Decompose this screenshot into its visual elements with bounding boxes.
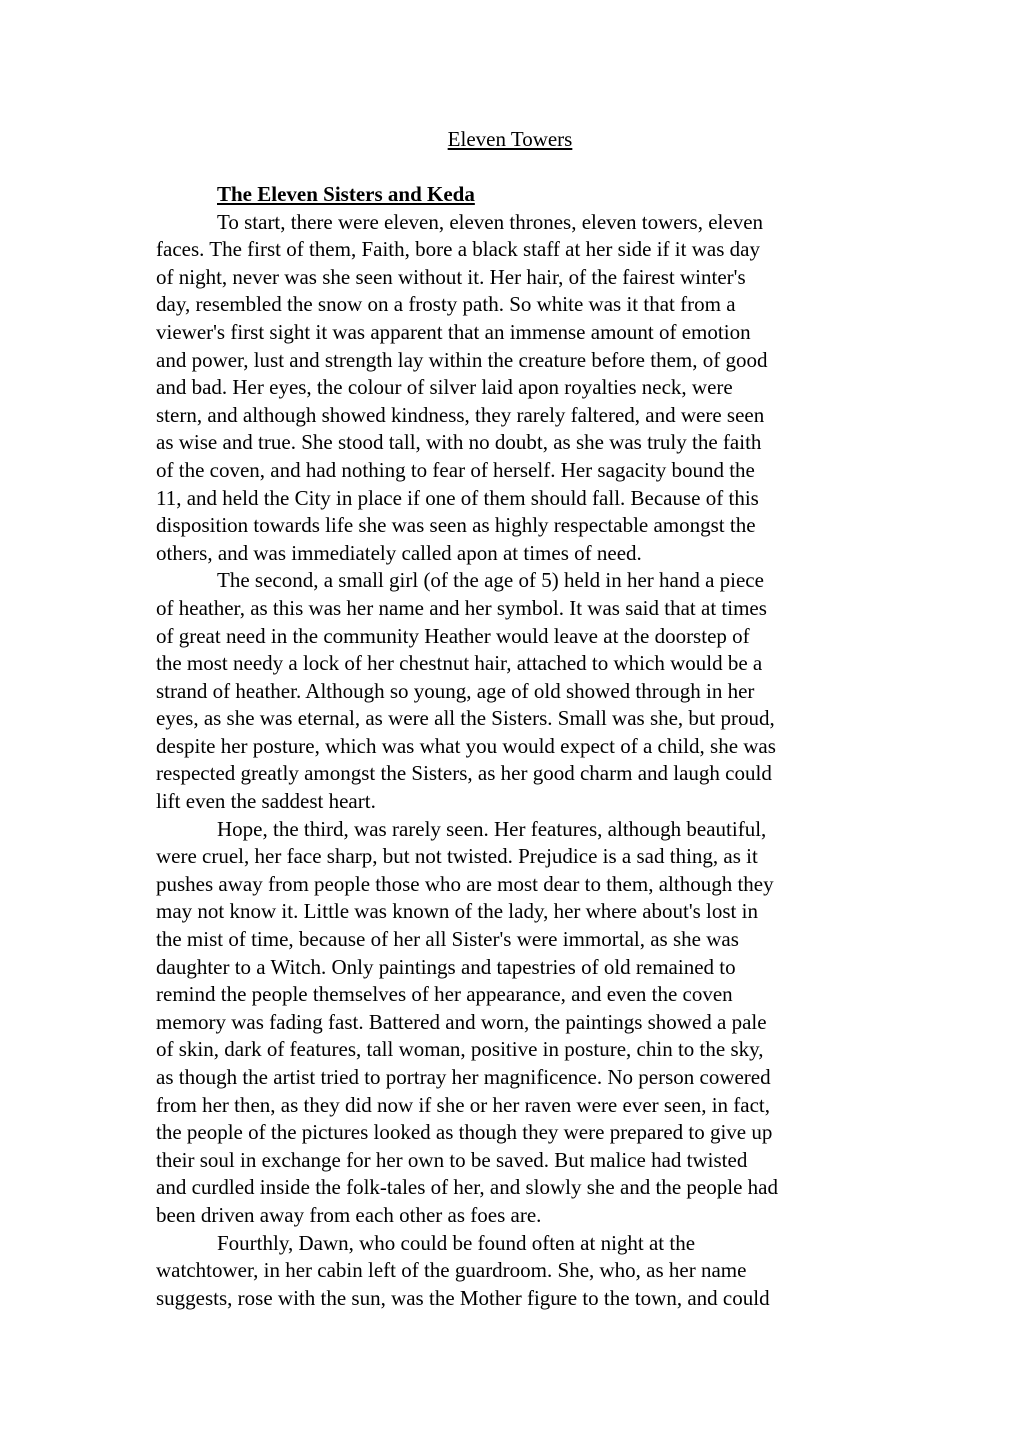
text-line: the people of the pictures looked as though they were prepared to give up bbox=[156, 1120, 773, 1145]
text-line: disposition towards life she was seen as highly respectable amongst the bbox=[156, 513, 756, 538]
text-line: strand of heather. Although so young, age of old showed through in her bbox=[156, 678, 755, 703]
text-line: of great need in the community Heather would leave at the doorstep of bbox=[156, 623, 750, 648]
text-line: the mist of time, because of her all Sister's were immortal, as she was bbox=[156, 927, 739, 952]
text-line: of skin, dark of features, tall woman, positive in posture, chin to the sky, bbox=[156, 1037, 764, 1062]
text-line: pushes away from people those who are most dear to them, although they bbox=[156, 871, 774, 896]
section-heading: The Eleven Sisters and Keda bbox=[217, 182, 475, 206]
text-line: remind the people themselves of her appearance, and even the coven bbox=[156, 982, 733, 1007]
text-line: despite her posture, which was what you would expect of a child, she was bbox=[156, 733, 776, 758]
text-line: To start, there were eleven, eleven thrones, eleven towers, eleven bbox=[217, 209, 764, 234]
text-line: of heather, as this was her name and her symbol. It was said that at times bbox=[156, 595, 767, 620]
text-line: were cruel, her face sharp, but not twisted. Prejudice is a sad thing, as it bbox=[156, 844, 758, 869]
text-line: and bad. Her eyes, the colour of silver laid apon royalties neck, were bbox=[156, 375, 733, 400]
paragraph bbox=[156, 816, 869, 1230]
text-line: Fourthly, Dawn, who could be found often at night at the bbox=[217, 1230, 696, 1255]
text-line: the most needy a lock of her chestnut hair, attached to which would be a bbox=[156, 651, 763, 676]
text-line: faces. The first of them, Faith, bore a black staff at her side if it was day bbox=[156, 237, 760, 262]
document-body bbox=[156, 181, 869, 1312]
text-line: daughter to a Witch. Only paintings and tapestries of old remained to bbox=[156, 954, 736, 979]
text-line: 11, and held the City in place if one of them should fall. Because of this bbox=[156, 485, 759, 510]
text-line: suggests, rose with the sun, was the Mother figure to the town, and could bbox=[156, 1285, 770, 1310]
text-line: day, resembled the snow on a frosty path. So white was it that from a bbox=[156, 292, 736, 317]
text-line: stern, and although showed kindness, they rarely faltered, and were seen bbox=[156, 402, 765, 427]
text-line: memory was fading fast. Battered and worn, the paintings showed a pale bbox=[156, 1009, 767, 1034]
text-line: respected greatly amongst the Sisters, as her good charm and laugh could bbox=[156, 761, 772, 786]
text-line: of night, never was she seen without it. Her hair, of the fairest winter's bbox=[156, 264, 746, 289]
paragraph bbox=[156, 1230, 869, 1313]
text-line: others, and was immediately called apon at times of need. bbox=[156, 540, 642, 565]
text-line: eyes, as she was eternal, as were all the Sisters. Small was she, but proud, bbox=[156, 706, 775, 731]
text-line: as though the artist tried to portray her magnificence. No person cowered bbox=[156, 1065, 771, 1089]
text-line: Hope, the third, was rarely seen. Her features, although beautiful, bbox=[217, 816, 767, 841]
text-line: been driven away from each other as foes are. bbox=[156, 1202, 542, 1227]
text-line: and power, lust and strength lay within the creature before them, of good bbox=[156, 347, 768, 372]
text-line: from her then, as they did now if she or her raven were ever seen, in fact, bbox=[156, 1092, 771, 1117]
text-line: lift even the saddest heart. bbox=[156, 789, 376, 814]
document-title-text: Eleven Towers bbox=[447, 127, 573, 151]
text-line: of the coven, and had nothing to fear of herself. Her sagacity bound the bbox=[156, 457, 755, 482]
document-title bbox=[0, 126, 1020, 154]
text-line: watchtower, in her cabin left of the guardroom. She, who, as her name bbox=[156, 1258, 747, 1283]
text-line: their soul in exchange for her own to be saved. But malice had twisted bbox=[156, 1147, 748, 1172]
text-line: and curdled inside the folk-tales of her, and slowly she and the people had bbox=[156, 1175, 778, 1200]
paragraph bbox=[156, 567, 869, 815]
text-line: may not know it. Little was known of the lady, her where about's lost in bbox=[156, 899, 758, 924]
paragraph bbox=[156, 209, 869, 568]
text-line: viewer's first sight it was apparent that an immense amount of emotion bbox=[156, 319, 751, 344]
text-line: The second, a small girl (of the age of 5) held in her hand a piece bbox=[217, 568, 764, 593]
text-line: as wise and true. She stood tall, with no doubt, as she was truly the faith bbox=[156, 430, 762, 455]
